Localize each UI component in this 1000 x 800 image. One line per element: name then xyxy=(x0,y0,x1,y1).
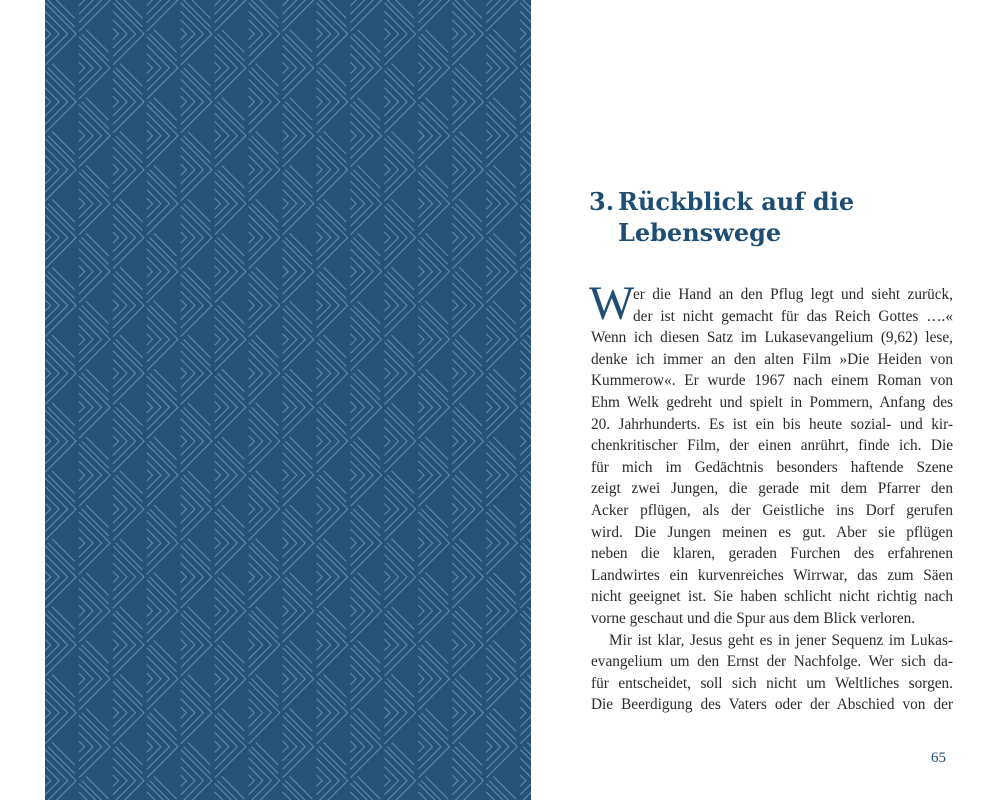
text-line: neben die klaren, geraden Furchen des erfahrenen xyxy=(591,545,953,563)
text-line: 20. Jahrhunderts. Es ist ein bis heute sozial- und kir- xyxy=(591,415,953,433)
text-line: Ehm Welk gedreht und spielt in Pommern, Anfang des xyxy=(591,393,953,411)
text-line: denke ich immer an den alten Film »Die Heiden von xyxy=(591,350,953,368)
paragraph-1 xyxy=(589,277,953,630)
text-line: Mir ist klar, Jesus geht es in jener Sequenz im Lukas- xyxy=(609,631,953,649)
text-line: W er die Hand an den Pflug legt und sieht zurück, xyxy=(589,277,953,330)
text-line: Kummerow«. Er wurde 1967 nach einem Roman von xyxy=(591,372,953,390)
text-line: der ist nicht gemacht für das Reich Gottes ….« xyxy=(633,307,953,325)
text-line: Wenn ich diesen Satz im Lukasevangelium (9,62) lese, xyxy=(591,329,953,347)
body-text xyxy=(589,277,953,716)
text-line: chenkritischer Film, der einen anrührt, finde ich. Die xyxy=(591,437,953,455)
chapter-title-line2: Lebenswege xyxy=(618,218,782,247)
text-line: wird. Die Jungen meinen es gut. Aber sie pflügen xyxy=(591,523,953,541)
text-line: Landwirtes ein kurvenreiches Wirrwar, das zum Säen xyxy=(591,566,953,584)
text-line: für mich im Gedächtnis besonders haftende Szene xyxy=(591,458,953,476)
chapter-number: 3. xyxy=(589,187,615,216)
text-line: für entscheidet, soll sich nicht um Weltliches sorgen. xyxy=(591,674,953,692)
decorative-pattern-page xyxy=(45,0,531,800)
page-number: 65 xyxy=(931,750,946,766)
geometric-pattern xyxy=(45,0,531,800)
text-line: evangelium um den Ernst der Nachfolge. Wer sich da- xyxy=(591,653,953,671)
text-line: zeigt zwei Jungen, die gerade mit dem Pfarrer den xyxy=(591,480,953,498)
text-line: Die Beerdigung des Vaters oder der Abschied von der xyxy=(591,696,953,714)
paragraph-2 xyxy=(591,630,953,716)
drop-cap: W xyxy=(589,277,635,330)
text-line: vorne geschaut und die Spur aus dem Blick verloren. xyxy=(591,609,916,627)
chapter-heading xyxy=(589,186,949,248)
text-line: Acker pflügen, als der Geistliche ins Dorf gerufen xyxy=(591,501,953,519)
chapter-title-line1: Rückblick auf die xyxy=(618,187,855,216)
text-line: nicht geeignet ist. Sie haben schlicht nicht richtig nach xyxy=(591,588,953,606)
